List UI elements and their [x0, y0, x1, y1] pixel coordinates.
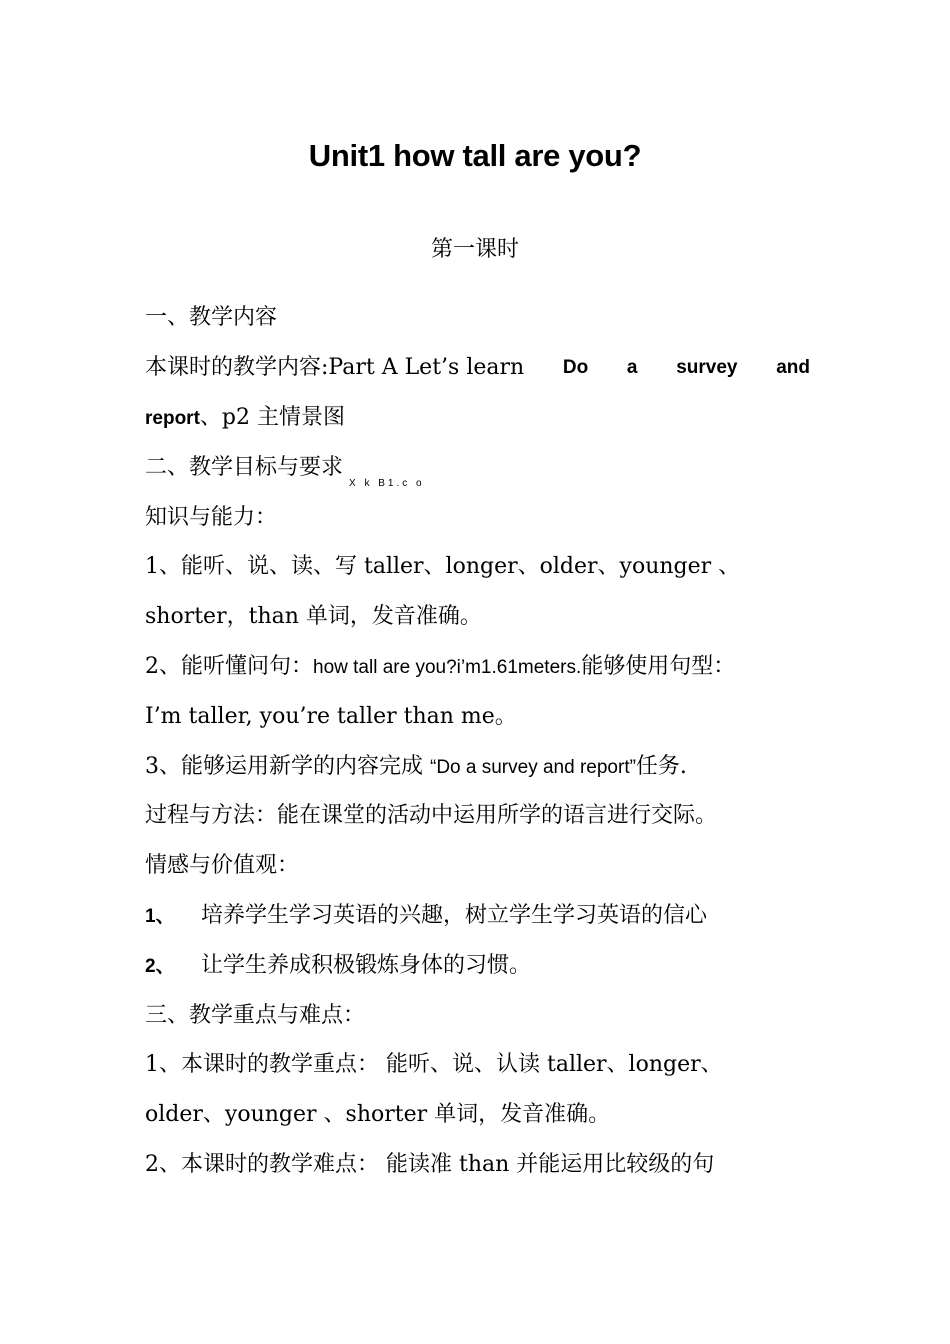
emotion-item-2	[145, 951, 810, 982]
lesson-subtitle: 第一课时	[430, 237, 519, 262]
section-1-heading: 一、教学内容	[145, 305, 278, 330]
focus-2-line-1: 2、本课时的教学难点： 能读准 than 并能运用比较级的句	[145, 1152, 715, 1177]
teaching-content-text: 本课时的教学内容:Part A Let’s learn	[145, 355, 525, 380]
knowledge-item-1-line-1: 1、能听、说、读、写 taller、longer、older、younger 、	[145, 554, 741, 579]
activity-word-do: Do	[562, 357, 589, 378]
emotion-item-1	[145, 901, 810, 932]
section-2-heading	[145, 453, 810, 499]
emotion-heading: 情感与价值观：	[145, 853, 300, 878]
emotion-item-2-number: 2、	[145, 956, 175, 977]
emotion-item-2-text: 让学生养成积极锻炼身体的习惯。	[201, 953, 532, 978]
process-method: 过程与方法：能在课堂的活动中运用所学的语言进行交际。	[145, 803, 718, 828]
teaching-content-line-1	[145, 353, 810, 383]
scene-text: 、p2 主情景图	[199, 405, 345, 430]
knowledge-item-1-line-2: shorter，than 单词，发音准确。	[145, 604, 482, 629]
activity-word-survey: survey	[676, 357, 738, 378]
knowledge-item-3	[145, 752, 810, 783]
question-sentence: how tall are you?i’m1.61meters.	[313, 657, 582, 678]
watermark-text: X k B1.c o	[349, 478, 425, 489]
emotion-item-1-text: 培养学生学习英语的兴趣，树立学生学习英语的信心	[201, 903, 708, 928]
knowledge-heading: 知识与能力：	[145, 505, 278, 530]
knowledge-item-2-line-1	[145, 652, 810, 683]
task-name: “Do a survey and report”	[430, 757, 636, 778]
knowledge-item-2-lead: 2、能听懂问句：	[145, 654, 313, 679]
section-2-heading-text: 二、教学目标与要求	[145, 455, 344, 480]
knowledge-item-3-lead: 3、能够运用新学的内容完成	[145, 754, 430, 779]
document-title: Unit1 how tall are you?	[308, 138, 642, 173]
focus-1-line-1: 1、本课时的教学重点： 能听、说、认读 taller、longer、	[145, 1052, 723, 1077]
emotion-item-1-number: 1、	[145, 906, 175, 927]
teaching-content-line-2	[145, 403, 810, 434]
section-3-heading: 三、教学重点与难点：	[145, 1003, 366, 1028]
focus-1-line-2: older、younger 、shorter 单词，发音准确。	[145, 1102, 611, 1127]
knowledge-item-2-tail: 能够使用句型：	[581, 654, 736, 679]
activity-word-report: report	[145, 408, 200, 429]
knowledge-item-2-line-2: I’m taller, you’re taller than me。	[145, 704, 517, 729]
knowledge-item-3-tail: 任务.	[635, 754, 687, 779]
activity-word-and: and	[776, 357, 810, 378]
activity-word-a: a	[626, 357, 638, 378]
